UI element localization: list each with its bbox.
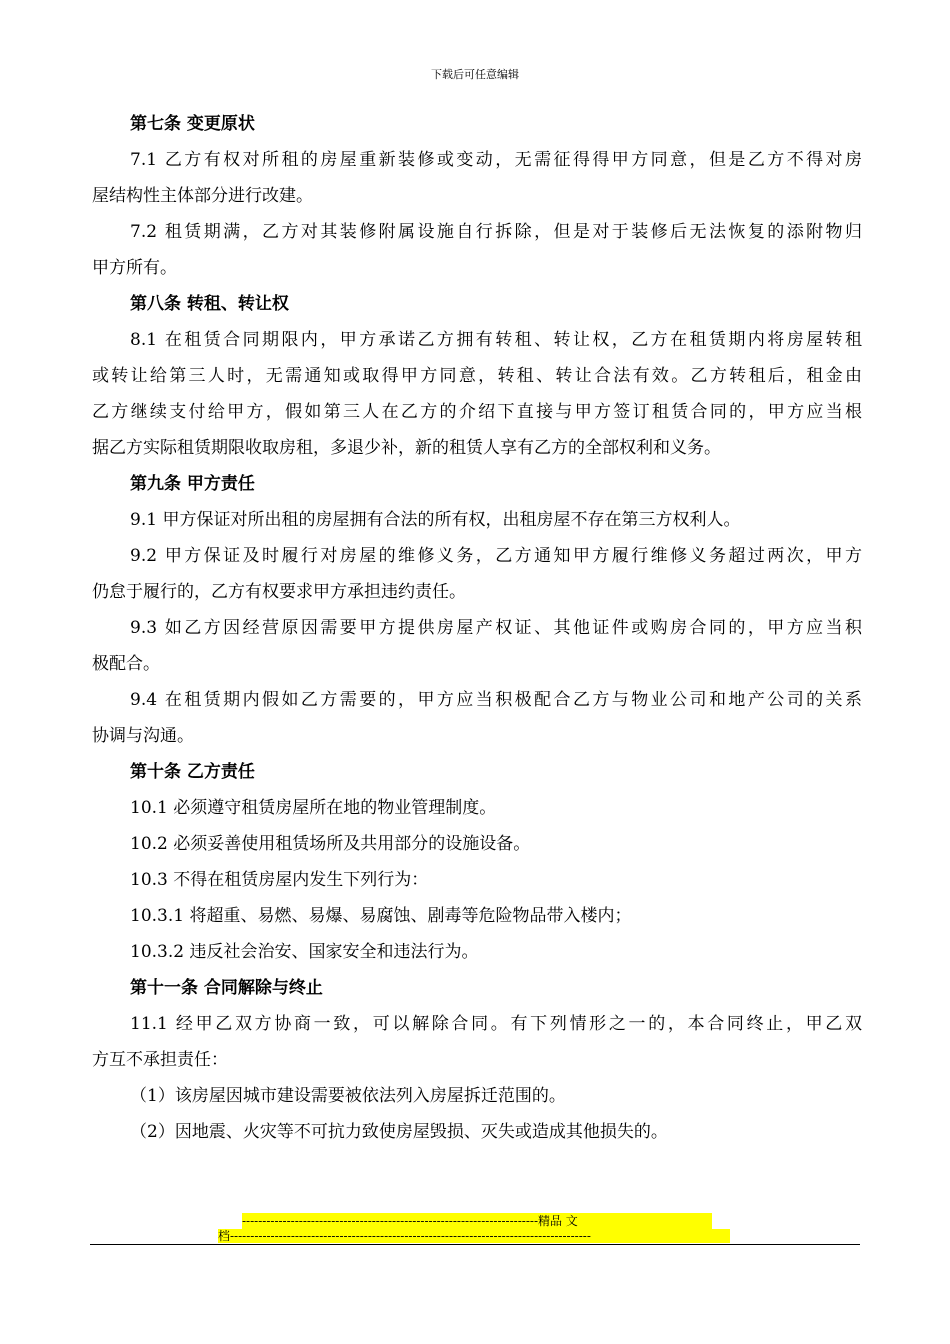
section-heading: 第七条 变更原状	[130, 114, 255, 134]
paragraph-line: 乙方继续支付给甲方，假如第三人在乙方的介绍下直接与甲方签订租赁合同的，甲方应当根	[92, 402, 862, 422]
paragraph-line: 11.1 经甲乙双方协商一致，可以解除合同。有下列情形之一的，本合同终止，甲乙双	[130, 1014, 862, 1034]
paragraph-line: 9.4 在租赁期内假如乙方需要的，甲方应当积极配合乙方与物业公司和地产公司的关系	[130, 690, 862, 710]
footer-watermark-line-2: 档-----------------------------------------------------------------------------------------	[218, 1229, 730, 1243]
paragraph-line: 10.3 不得在租赁房屋内发生下列行为：	[130, 870, 429, 890]
paragraph-line: 9.1 甲方保证对所出租的房屋拥有合法的所有权，出租房屋不存在第三方权利人。	[130, 510, 741, 530]
paragraph-line: 10.3.1 将超重、易燃、易爆、易腐蚀、剧毒等危险物品带入楼内；	[130, 906, 632, 926]
document-body	[92, 106, 862, 1150]
paragraph-line: 甲方所有。	[92, 258, 177, 278]
paragraph-line: 10.2 必须妥善使用租赁场所及共用部分的设施设备。	[130, 834, 531, 854]
section-heading: 第十一条 合同解除与终止	[130, 978, 323, 998]
paragraph-line: （2）因地震、火灾等不可抗力致使房屋毁损、灭失或造成其他损失的。	[130, 1122, 668, 1142]
paragraph-line: 屋结构性主体部分进行改建。	[92, 186, 313, 206]
paragraph-line: 9.3 如乙方因经营原因需要甲方提供房屋产权证、其他证件或购房合同的，甲方应当积	[130, 618, 862, 638]
section-heading: 第十条 乙方责任	[130, 762, 255, 782]
paragraph-line: 7.2 租赁期满，乙方对其装修附属设施自行拆除，但是对于装修后无法恢复的添附物归	[130, 222, 862, 242]
footer-watermark-line-1: -------------------------------------------------------------------------精品 文	[242, 1213, 712, 1229]
footer-divider	[90, 1244, 860, 1245]
paragraph-line: 9.2 甲方保证及时履行对房屋的维修义务，乙方通知甲方履行维修义务超过两次，甲方	[130, 546, 862, 566]
paragraph-line: 或转让给第三人时，无需通知或取得甲方同意，转租、转让合法有效。乙方转租后，租金由	[92, 366, 862, 386]
paragraph-line: 协调与沟通。	[92, 726, 194, 746]
section-heading: 第九条 甲方责任	[130, 474, 255, 494]
page-header: 下载后可任意编辑	[431, 68, 519, 81]
paragraph-line: （1）该房屋因城市建设需要被依法列入房屋拆迁范围的。	[130, 1086, 566, 1106]
paragraph-line: 10.1 必须遵守租赁房屋所在地的物业管理制度。	[130, 798, 497, 818]
section-heading: 第八条 转租、转让权	[130, 294, 289, 314]
paragraph-line: 7.1 乙方有权对所租的房屋重新装修或变动，无需征得得甲方同意，但是乙方不得对房	[130, 150, 862, 170]
paragraph-line: 10.3.2 违反社会治安、国家安全和违法行为。	[130, 942, 479, 962]
paragraph-line: 方互不承担责任：	[92, 1050, 228, 1070]
paragraph-line: 仍怠于履行的，乙方有权要求甲方承担违约责任。	[92, 582, 466, 602]
paragraph-line: 8.1 在租赁合同期限内，甲方承诺乙方拥有转租、转让权，乙方在租赁期内将房屋转租	[130, 330, 862, 350]
paragraph-line: 极配合。	[92, 654, 160, 674]
paragraph-line: 据乙方实际租赁期限收取房租，多退少补，新的租赁人享有乙方的全部权利和义务。	[92, 438, 721, 458]
